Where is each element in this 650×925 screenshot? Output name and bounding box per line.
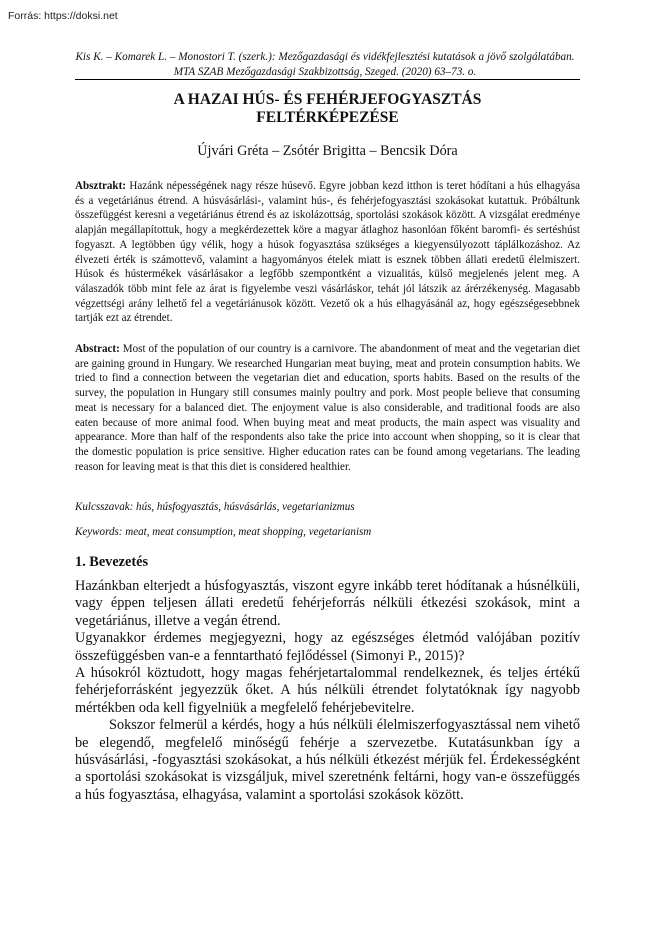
keywords-hungarian: Kulcsszavak: hús, húsfogyasztás, húsvásárlás, vegetarianizmus	[75, 501, 355, 513]
section-body	[75, 578, 580, 804]
paragraph: Hazánkban elterjedt a húsfogyasztás, viszont egyre inkább teret hódítanak a húsnélküli, vagy éppen teljesen állati eredetű fehérjeforrás nélküli étkezési szokások, mint a vegetáriánus, illetve a vegán étrend.	[75, 578, 580, 629]
title-line-1: A HAZAI HÚS- ÉS FEHÉRJEFOGYASZTÁS	[173, 91, 482, 108]
abstract-en-text: Most of the population of our country is a carnivore. The abandonment of meat and the vegetarian diet are gaining ground in Hungary. We researched Hungarian meat buying, meat and protein consumption habits. We tried to find a connection between the vegetarian diet and education, sports habits. Based on the results of the survey, the population in Hungary still consumes mainly poultry and pork. Most people believe that consuming meat is necessary for a balanced diet. The enjoyment value is also considerable, and traditional foods are also eaten because of more animal food. When buying meat and meat products, the main aspect was visuality and appearance. More than half of the respondents also take the price into account when shopping, so it is clear that the domestic population is price sensitive. Higher education rates can be found among vegetarians. The leading reason for leaving meat is that this diet is considered healthier.	[75, 343, 580, 473]
authors: Újvári Gréta – Zsótér Brigitta – Bencsik Dóra	[197, 143, 458, 159]
paper-title	[75, 91, 580, 127]
abstract-en-label: Abstract:	[75, 343, 120, 355]
header-divider	[75, 79, 580, 80]
abstract-english	[75, 342, 580, 474]
source-label: Forrás: https://doksi.net	[8, 10, 118, 22]
abstract-hungarian	[75, 179, 580, 326]
keywords-english: Keywords: meat, meat consumption, meat shopping, vegetarianism	[75, 526, 372, 538]
paragraph: Ugyanakkor érdemes megjegyezni, hogy az egészséges életmód valójában pozitív összefüggésben van-e a fenntartható fejlődéssel (Simonyi P., 2015)?	[75, 630, 580, 664]
section-title: 1. Bevezetés	[75, 554, 149, 570]
abstract-hu-label: Absztrakt:	[75, 180, 126, 192]
paragraph: A húsokról köztudott, hogy magas fehérjetartalommal rendelkeznek, és teljes értékű fehérjeforrásként jegyezzük őket. A hús nélküli étrendet folytatóknak így nagyobb mértékben oda kell figyelniük a megfelelő fehérjebevitelre.	[75, 665, 580, 716]
citation: Kis K. – Komarek L. – Monostori T. (szerk.): Mezőgazdasági és vidékfejlesztési kutatások a jövő szolgálatában. MTA SZAB Mezőgazdasági Szakbizottság, Szeged. (2020) 63–73. o.	[75, 51, 575, 78]
title-line-2: FELTÉRKÉPEZÉSE	[256, 109, 399, 126]
paragraph: Sokszor felmerül a kérdés, hogy a hús nélküli élelmiszerfogyasztással nem vihető be elegendő, megfelelő minőségű fehérje a szervezetbe. Kutatásunkban így a húsvásárlási, -fogyasztási szokásokat, a hús nélküli étkezést mérjük fel. Érdekességként a sportolási szokásokat is vizsgáljuk, mivel szeretnénk feltárni, hogy van-e összefüggés a hús fogyasztása, elhagyása, valamint a sportolási szokások között.	[75, 717, 580, 803]
abstract-hu-text: Hazánk népességének nagy része húsevő. Egyre jobban kezd itthon is teret hódítani a hús elhagyása és a vegetáriánus étrend. A húsvásárlási-, valamint hús-, és fehérjefogyasztási szokásokat kutattuk. Próbáltunk összefüggést keresni a vegetáriánus étrend és az iskolázottság, sportolási szokások között. A vizsgálat eredménye alapján megállapítottuk, hogy a megkérdezettek köre a magyar átlaghoz hasonlóan főként baromfi- és sertéshúst fogyaszt. A legtöbben úgy vélik, hogy a húsok fogyasztása szükséges a kiegyensúlyozott táplálkozáshoz. Az élvezeti érték is számottevő, valamint a hagyományos ételek miatt is esznek többen állati eredetű élelmiszert. Húsok és hústermékek vásárlásakor a legfőbb szempontként a vizualitás, külső megjelenés jelent meg. A válaszadók több mint fele az árat is figyelembe veszi vásárláskor, tehát jól látszik az árérzékenység. Magasabb végzettségi arány lelhető fel a vegetáriánusok között. Vezető ok a hús elhagyásánál az, hogy egészségesebbnek tartják ezt az étrendet.	[75, 180, 580, 325]
